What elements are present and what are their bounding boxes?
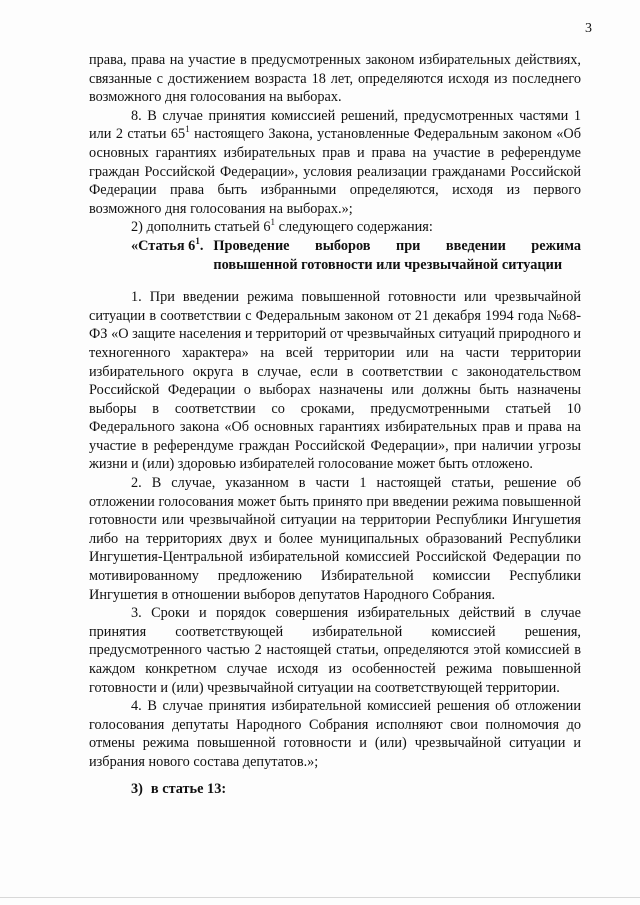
next-amendment-text: в статье 13: — [150, 780, 227, 797]
article-item-2: 2. В случае, указанном в части 1 настоящей статьи, решение об отложении голосования может быть принято при введении режима повышенной готовности или чрезвычайной ситуации на территории Республики Ингушетия либо на территориях двух и более муниципальных образований Республики Ингушетия-Центральной избирательной комиссией Российской Федерации по мотивированному предложению Избирательной комиссии Республики Ингушетия в отношении выборов депутатов Народного Собрания. — [89, 475, 581, 603]
amendment-line — [131, 218, 581, 237]
article-superscript: 1 — [185, 124, 190, 135]
next-amendment-number: 3) — [131, 780, 143, 797]
amendment-tail: следующего содержания: — [275, 219, 433, 236]
article-label-text: «Статья 6 — [131, 237, 196, 254]
amendment-superscript: 1 — [270, 217, 276, 228]
article-label-superscript: 1 — [195, 236, 200, 247]
scan-edge-line — [0, 897, 640, 898]
article-heading — [89, 237, 581, 274]
article-item-4: 4. В случае принятия избирательной комиссией решения об отложении голосования депутаты Народного Собрания исполняют свои полномочия до отмены режима повышенной готовности и (или) чрезвычайной ситуации и избрания нового состава депутатов.»; — [89, 698, 581, 770]
document-body — [89, 51, 581, 798]
article-title: Проведение выборов при введении режима повышенной готовности или чрезвычайной ситуации — [213, 237, 581, 273]
page-number: 3 — [585, 21, 592, 36]
amendment-label: 2) дополнить статьей 6 — [131, 219, 271, 236]
article-item-3: 3. Сроки и порядок совершения избирательных действий в случае принятия соответствующей избирательной комиссией решения, предусмотренного частью 2 настоящей статьи, определяются этой комиссией в каждом конкретном случае исходя из особенностей режима повышенной готовности и (или) чрезвычайной ситуации на соответствующей территории. — [89, 605, 581, 696]
article-label-tail: . — [199, 237, 204, 254]
article-item-1: 1. При введении режима повышенной готовности или чрезвычайной ситуации в соответствии с Федеральным законом от 21 декабря 1994 года №68-ФЗ «О защите населения и территорий от чрезвычайных ситуаций природного и техногенного характера» на всей территории или на части территории избирательного округа в случае, если в соответствии с законодательством Российской Федерации о выборах назначены или должны быть назначены выборы в соответствии со сроками, предусмотренными статьей 10 Федерального закона «Об основных гарантиях избирательных прав и права на участие в референдуме граждан Российской Федерации», при наличии угрозы жизни и (или) здоровью избирателей голосование может быть отложено. — [89, 289, 581, 473]
paragraph-continuation: права, права на участие в предусмотренных законом избирательных действиях, связанные с достижением возраста 18 лет, определяются исходя из последнего возможного дня голосования на выборах. — [89, 52, 581, 106]
paragraph-item-8 — [89, 107, 581, 219]
paragraph-item-8-start: 8. В случае принятия комиссией решений, предусмотренных частями 1 или 2 статьи 65 — [89, 107, 581, 143]
article-label — [89, 237, 213, 274]
next-amendment-item — [131, 780, 581, 799]
paragraph-item-8-rest: настоящего Закона, установленные Федеральным законом «Об основных гарантиях избирательных прав и права на участие в референдуме граждан Российской Федерации», условия реализации гражданами Российской Федерации права быть избранными определяются, исходя из первого возможного дня голосования на выборах.»; — [89, 126, 581, 217]
